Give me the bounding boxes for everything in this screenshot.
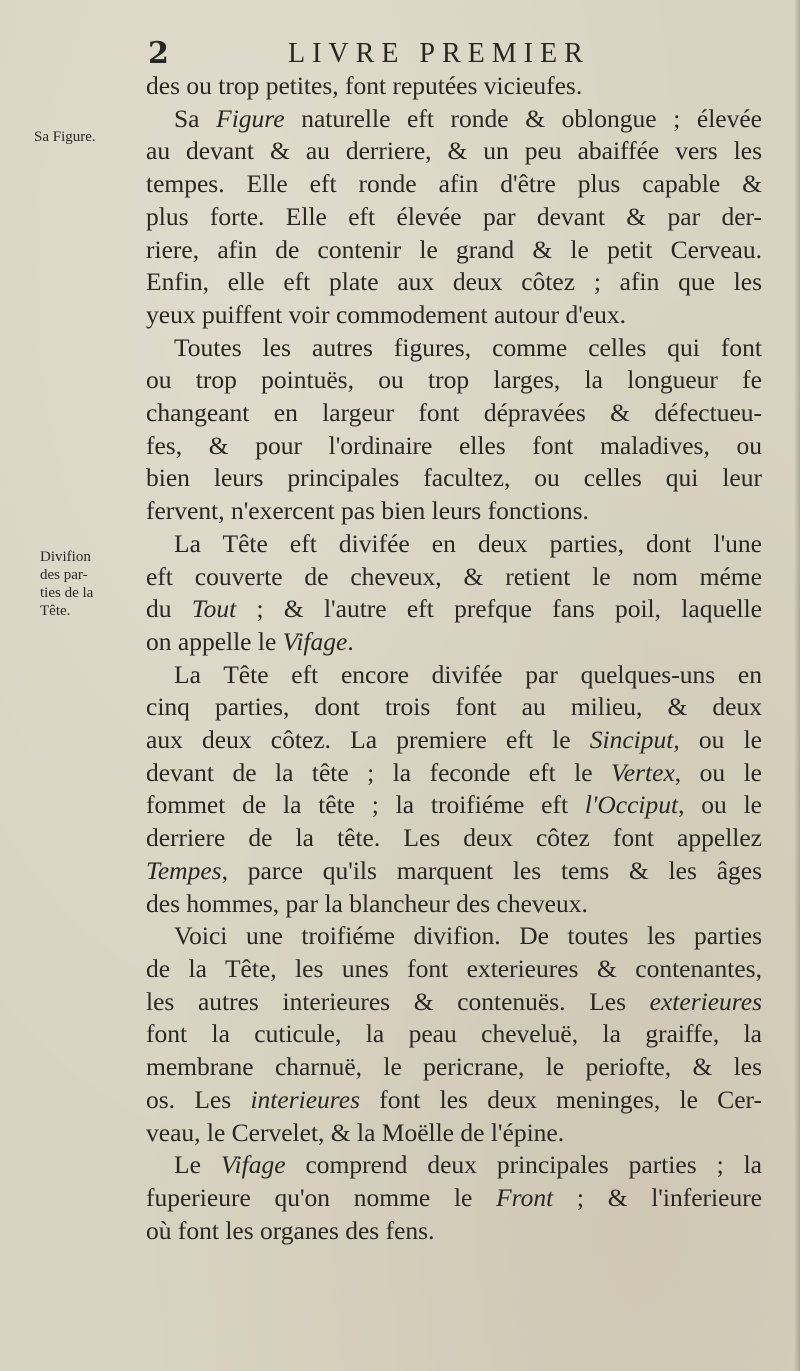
text-line: fuperieure qu'on nomme le Front ; & l'inferieure xyxy=(146,1182,763,1212)
text-line: les autres interieures & contenuës. Les exterieures xyxy=(146,986,762,1016)
italic-term: Figure xyxy=(216,103,285,133)
text-line: fommet de la tête ; la troifiéme eft l'Occiput, ou le xyxy=(146,790,762,820)
text-line: os. Les interieures font les deux meninges, le Cer- xyxy=(146,1084,762,1114)
text-line: au devant & au derriere, & un peu abaiffée vers les xyxy=(146,136,762,166)
margin-note-line: des par- xyxy=(40,567,88,583)
text-line: des hommes, par la blancheur des cheveux. xyxy=(146,888,588,918)
paragraph xyxy=(146,659,762,921)
italic-term: exterieures xyxy=(649,986,762,1016)
text-line: changeant en largeur font dépravées & défectueu- xyxy=(146,398,762,428)
text-line: ou trop pointuës, ou trop larges, la longueur fe xyxy=(146,365,762,395)
italic-term: Sinciput xyxy=(589,725,674,755)
text-line: de la Tête, les unes font exterieures & contenantes, xyxy=(146,953,762,983)
text-line: plus forte. Elle eft élevée par devant & par der- xyxy=(146,201,762,231)
text-line: riere, afin de contenir le grand & le petit Cerveau. xyxy=(146,234,762,264)
text-line: Voici une troifiéme divifion. De toutes les parties xyxy=(174,921,762,951)
text-line: où font les organes des fens. xyxy=(146,1215,435,1245)
paragraph xyxy=(146,103,762,332)
italic-term: Vertex xyxy=(611,757,675,787)
italic-term: Tempes xyxy=(146,855,222,885)
text-line: Toutes les autres figures, comme celles qui font xyxy=(174,332,762,362)
margin-note-division xyxy=(40,548,140,620)
text-line: du Tout ; & l'autre eft prefque fans poil, laquelle xyxy=(146,594,763,624)
text-line: Enfin, elle eft plate aux deux côtez ; afin que les xyxy=(146,267,762,297)
text-line: aux deux côtez. La premiere eft le Sinciput, ou le xyxy=(146,725,763,755)
text-line: des ou trop petites, font reputées vicieufes. xyxy=(146,71,583,100)
text-line: fervent, n'exercent pas bien leurs fonctions. xyxy=(146,496,589,526)
text-line: cinq parties, dont trois font au milieu, & deux xyxy=(146,692,762,722)
text-line: La Tête eft encore divifée par quelques-uns en xyxy=(174,659,762,689)
text-line: Tempes, parce qu'ils marquent les tems & les âges xyxy=(146,855,762,885)
italic-term: l'Occiput xyxy=(584,790,679,820)
page-edge-shadow xyxy=(794,0,800,1371)
text-line: eft couverte de cheveux, & retient le nom méme xyxy=(146,561,762,591)
paragraph xyxy=(146,332,762,528)
text-line: veau, le Cervelet, & la Moëlle de l'épine. xyxy=(146,1117,565,1147)
text-line: fes, & pour l'ordinaire elles font maladives, ou xyxy=(146,430,762,460)
paragraph xyxy=(146,70,762,103)
text-line: bien leurs principales facultez, ou celles qui leur xyxy=(146,463,762,493)
text-line: membrane charnuë, le pericrane, le periofte, & les xyxy=(146,1052,762,1082)
paragraph xyxy=(146,920,762,1149)
paragraph xyxy=(146,528,762,659)
text-line: Sa Figure naturelle eft ronde & oblongue ; élevée xyxy=(174,103,762,133)
margin-note-figure: Sa Figure. xyxy=(34,129,96,145)
text-line: font la cuticule, la peau cheveluë, la graiffe, la xyxy=(146,1019,762,1049)
running-head: LIVRE PREMIER xyxy=(288,38,590,69)
page-number: 2 xyxy=(148,36,170,71)
paragraph xyxy=(146,1149,762,1247)
text-line: on appelle le Vifage. xyxy=(146,626,354,656)
italic-term: Tout xyxy=(191,594,237,624)
text-line: yeux puiffent voir commodement autour d'eux. xyxy=(146,299,627,329)
margin-note-line: Divifion xyxy=(40,549,91,565)
italic-term: Front xyxy=(496,1182,554,1212)
text-line: La Tête eft divifée en deux parties, dont l'une xyxy=(174,528,762,558)
body-text xyxy=(146,70,762,1247)
margin-note-line: Tête. xyxy=(40,603,71,619)
text-line: tempes. Elle eft ronde afin d'être plus capable & xyxy=(146,169,762,199)
italic-term: interieures xyxy=(250,1084,360,1114)
italic-term: Vifage xyxy=(220,1150,286,1180)
margin-note-line: ties de la xyxy=(40,585,94,601)
text-line: derriere de la tête. Les deux côtez font appellez xyxy=(146,823,762,853)
text-line: Le Vifage comprend deux principales parties ; la xyxy=(174,1150,762,1180)
text-line: devant de la tête ; la feconde eft le Vertex, ou le xyxy=(146,757,763,787)
italic-term: Vifage xyxy=(282,626,348,656)
